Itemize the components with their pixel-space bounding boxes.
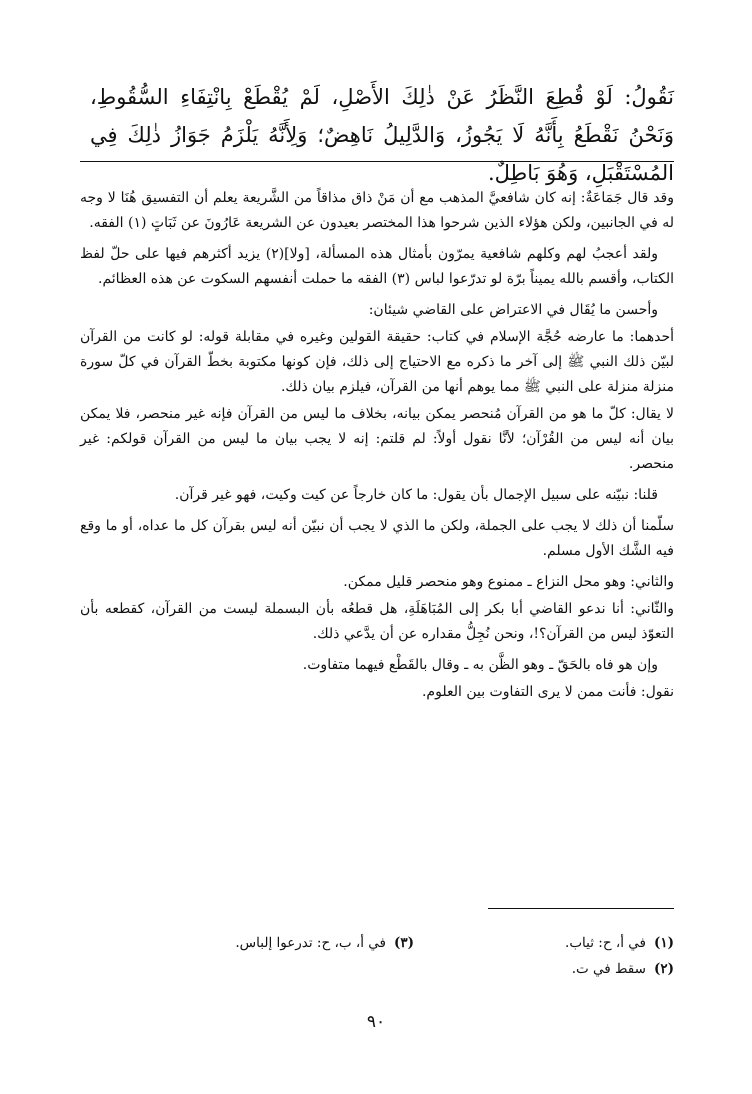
paragraph-thani-mahal: والثاني: وهو محل النزاع ـ ممنوع وهو منحصر قليل ممكن. <box>343 574 674 590</box>
paragraph-jamaa: وقد قال جَمَاعَةٌ: إنه كان شافعيَّ المذهب مع أن مَنْ ذاق مذاقاً من الشَّريعة يعلم أن التفسيق هُنَا لا وجه له في الجانبين، ولكن هؤلاء الذين شرحوا هذا المختصر بعيدون عن الشريعة عَارُونَ عن ثَبَاتٍ (١) الفقه. <box>80 190 674 231</box>
paragraph-shafiiya: ولقد أعجبُ لهم وكلهم شافعية يمرّون بأمثال هذه المسألة، [ولا](٢) يزيد أكثرهم فيها على حلّ لفظ الكتاب، وأقسم بالله يميناً برّة لو تدرّعوا لباس (٣) الفقه ما حملت أنفسهم السكوت عن هذه العظائم. <box>80 246 674 287</box>
footnotes-separator-rule <box>488 908 674 909</box>
paragraph-la-yuqal: لا يقال: كلّ ما هو من القرآن مُنحصر يمكن بيانه، بخلاف ما ليس من القرآن فإنه غير منحصر، فلا يمكن بيان أنه ليس من القُرْآن؛ لأنَّا نقول أولاً: لم قلتم: إنه لا يجب بيان ما ليس من القرآن قولكم: غير منحصر. <box>80 406 674 472</box>
footnote-text: سقط في ت. <box>571 961 646 977</box>
matn-text: نَقُولُ: لَوْ قُطِعَ النَّظَرُ عَنْ ذٰلِكَ الأَصْلِ، لَمْ يُقْطَعْ بِانْتِفَاءِ السُّقُوطِ، وَنَحْنُ نَقْطَعُ بِأَنَّهُ لَا يَجُوزُ، وَالدَّلِيلُ نَاهِضٌ؛ وَلِأَنَّهُ يَلْزَمُ جَوَازُ ذٰلِكَ فِي المُسْتَقْبَلِ، وَهُوَ بَاطِلٌ. <box>90 85 674 185</box>
footnote-2 <box>572 958 674 980</box>
matn-separator-rule <box>80 161 674 162</box>
paragraph-mubahala: والثّاني: أنا ندعو القاضي أبا بكر إلى المُبَاهَلَةِ، هل قطعُه بأن البسملة ليست من القرآن، كقطعه بأن التعوّذ ليس من القرآن؟!، ونحن نُجِلُّ مقداره عن أن يدَّعي ذلك. <box>80 601 674 642</box>
footnote-number: (٣) <box>393 935 414 951</box>
paragraph-sallamna: سلّمنا أن ذلك لا يجب على الجملة، ولكن ما الذي لا يجب أن نبيّن أنه ليس بقرآن كل ما عداه، أو ما وقع فيه الشَّك الأول مسلم. <box>80 518 674 559</box>
paragraph-qulna: قلنا: نبيّنه على سبيل الإجمال بأن يقول: ما كان خارجاً عن كيت وكيت، فهو غير قرآن. <box>174 487 658 503</box>
paragraph-naqul-tafawut: نقول: فأنت ممن لا يرى التفاوت بين العلوم. <box>421 684 674 700</box>
footnote-text: في أ، ب، ح: تدرعوا إلباس. <box>235 935 386 951</box>
footnote-1 <box>565 932 674 954</box>
footnote-3 <box>235 932 414 954</box>
paragraph-first-objection: أحدهما: ما عارضه حُجَّة الإسلام في كتاب: حقيقة القولين وغيره في مقابلة قوله: لو كانت من القرآن لبيّن ذلك النبي ﷺ إلى آخر ما ذكره مع الاحتياج إلى ذلك، فإن كونها مكتوبة بخطّ القرآن في كلّ سورة منزلة منزلة على النبي ﷺ مما يوهم أنها من القرآن، فيلزم بيان ذلك. <box>80 329 674 395</box>
page-number: ٩٠ <box>366 1012 386 1032</box>
paragraph-itirad-intro: وأحسن ما يُقَال في الاعتراض على القاضي شيئان: <box>368 302 658 318</box>
footnote-number: (١) <box>653 935 674 951</box>
commentary-body <box>80 186 674 707</box>
paragraph-in-huwa: وإن هو فاه بالحَقّ ـ وهو الظَّن به ـ وقال بالقَطْع فيهما متفاوت. <box>302 657 658 673</box>
footnote-number: (٢) <box>653 961 674 977</box>
footnote-text: في أ، ح: ثياب. <box>565 935 646 951</box>
